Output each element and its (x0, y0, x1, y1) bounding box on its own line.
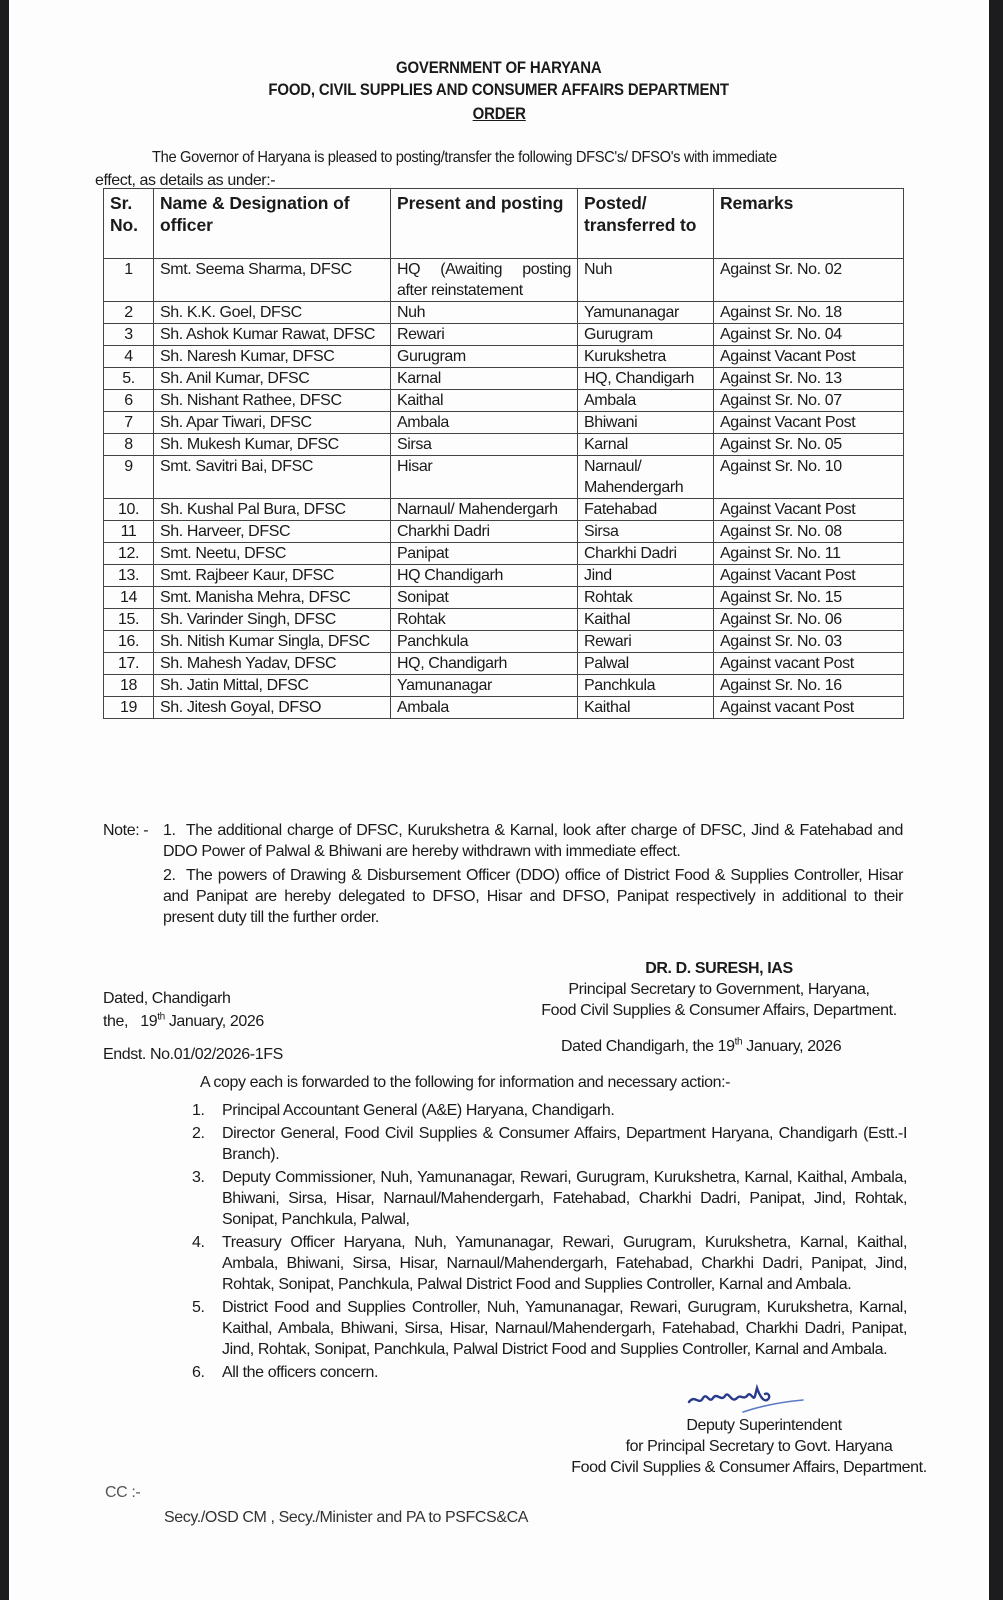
cell-sr-no: 15. (104, 609, 154, 631)
cell-posted-to: Kurukshetra (578, 346, 714, 368)
cell-sr-no: 7 (104, 412, 154, 434)
cell-sr-no: 18 (104, 675, 154, 697)
cell-officer-name: Sh. Varinder Singh, DFSC (154, 609, 391, 631)
table-row (104, 565, 904, 587)
table-row (104, 324, 904, 346)
cell-posted-to: Charkhi Dadri (578, 543, 714, 565)
cell-posted-to: Sirsa (578, 521, 714, 543)
header-department: FOOD, CIVIL SUPPLIES AND CONSUMER AFFAIRS DEPARTMENT (268, 80, 730, 99)
copy-item-3: 3. Deputy Commissioner, Nuh, Yamunanagar, Rewari, Gurugram, Kurukshetra, Karnal, Kaithal, Ambala, Bhiwani, Sirsa, Hisar, Narnaul/Mahendergarh, Fatehabad, Charkhi Dadri, Panipat, Jind, Rohtak, Sonipat, Panchkula, Palwal, (192, 1169, 907, 1228)
table-row (104, 302, 904, 324)
cell-sr-no: 16. (104, 631, 154, 653)
cell-posted-to: Ambala (578, 390, 714, 412)
cell-present-posting: Nuh (391, 302, 578, 324)
endorsement-number: Endst. No.01/02/2026-1FS (103, 1046, 283, 1063)
cell-present-posting: Ambala (391, 412, 578, 434)
signatory-title-1: Principal Secretary to Government, Haryana, (568, 981, 870, 998)
cell-posted-to: Palwal (578, 653, 714, 675)
cell-present-posting: Rohtak (391, 609, 578, 631)
cell-officer-name: Sh. Nitish Kumar Singla, DFSC (154, 631, 391, 653)
table-row (104, 456, 904, 499)
table-row (104, 434, 904, 456)
cell-remarks: Against Vacant Post (714, 565, 904, 587)
cell-remarks: Against Sr. No. 02 (714, 259, 904, 302)
cell-officer-name: Sh. Anil Kumar, DFSC (154, 368, 391, 390)
header-name-designation: Name & Designation of officer (154, 189, 391, 259)
cell-sr-no: 4 (104, 346, 154, 368)
copy-item-2: 2. Director General, Food Civil Supplies & Consumer Affairs, Department Haryana, Chandigarh (Estt.-I Branch). (192, 1125, 907, 1163)
table-row (104, 499, 904, 521)
cell-present-posting: Karnal (391, 368, 578, 390)
dated-date: the, 19th January, 2026 (103, 1011, 264, 1030)
dated-place: Dated, Chandigarh (103, 990, 231, 1007)
cell-remarks: Against Sr. No. 08 (714, 521, 904, 543)
table-row (104, 631, 904, 653)
cell-officer-name: Sh. Harveer, DFSC (154, 521, 391, 543)
deputy-title-2: for Principal Secretary to Govt. Haryana (625, 1438, 893, 1455)
cell-officer-name: Smt. Rajbeer Kaur, DFSC (154, 565, 391, 587)
copy-item-4: 4. Treasury Officer Haryana, Nuh, Yamunanagar, Rewari, Gurugram, Kurukshetra, Karnal, Kaithal, Ambala, Bhiwani, Sirsa, Hisar, Narnaul/Mahendergarh, Fatehabad, Charkhi Dadri, Panipat, Jind, Rohtak, Sonipat, Panchkula, Palwal District Food and Supplies Controller, Karnal and Ambala. (192, 1234, 907, 1293)
table-row (104, 259, 904, 302)
header-order: ORDER (472, 104, 526, 123)
cell-posted-to: Kaithal (578, 697, 714, 719)
cell-posted-to: Kaithal (578, 609, 714, 631)
cell-remarks: Against Sr. No. 10 (714, 456, 904, 499)
cell-posted-to: Narnaul/ Mahendergarh (578, 456, 714, 499)
table-row (104, 587, 904, 609)
cell-officer-name: Sh. Kushal Pal Bura, DFSC (154, 499, 391, 521)
cell-posted-to: Nuh (578, 259, 714, 302)
signatory-title-2: Food Civil Supplies & Consumer Affairs, Department. (541, 1002, 897, 1019)
cell-remarks: Against Sr. No. 03 (714, 631, 904, 653)
table-row (104, 543, 904, 565)
copy-intro: A copy each is forwarded to the following for information and necessary action:- (200, 1074, 731, 1091)
cell-present-posting: Rewari (391, 324, 578, 346)
cell-posted-to: HQ, Chandigarh (578, 368, 714, 390)
endorsement-date: Dated Chandigarh, the 19th January, 2026 (561, 1036, 842, 1055)
cell-remarks: Against Vacant Post (714, 412, 904, 434)
cell-officer-name: Sh. Jatin Mittal, DFSC (154, 675, 391, 697)
document-page (9, 0, 989, 1600)
cell-present-posting: Narnaul/ Mahendergarh (391, 499, 578, 521)
cell-posted-to: Rewari (578, 631, 714, 653)
cell-posted-to: Karnal (578, 434, 714, 456)
cell-sr-no: 1 (104, 259, 154, 302)
cell-remarks: Against Vacant Post (714, 346, 904, 368)
deputy-title-3: Food Civil Supplies & Consumer Affairs, Department. (571, 1459, 927, 1476)
cell-posted-to: Bhiwani (578, 412, 714, 434)
table-row (104, 390, 904, 412)
cell-remarks: Against Sr. No. 06 (714, 609, 904, 631)
cell-posted-to: Gurugram (578, 324, 714, 346)
header-posted-to: Posted/ transferred to (578, 189, 714, 259)
cell-posted-to: Panchkula (578, 675, 714, 697)
deputy-title-1: Deputy Superintendent (686, 1417, 842, 1434)
cell-sr-no: 17. (104, 653, 154, 675)
note-item-1: 1. The additional charge of DFSC, Kurukshetra & Karnal, look after charge of DFSC, Jind & Fatehabad and DDO Power of Palwal & Bhiwani are hereby withdrawn with immediate effect. (163, 822, 903, 860)
cell-remarks: Against Sr. No. 05 (714, 434, 904, 456)
cell-present-posting: Kaithal (391, 390, 578, 412)
cell-sr-no: 2 (104, 302, 154, 324)
cell-sr-no: 14 (104, 587, 154, 609)
cell-present-posting: Sirsa (391, 434, 578, 456)
cell-remarks: Against Sr. No. 18 (714, 302, 904, 324)
cell-remarks: Against Sr. No. 15 (714, 587, 904, 609)
cell-officer-name: Sh. Naresh Kumar, DFSC (154, 346, 391, 368)
cell-present-posting: HQ Chandigarh (391, 565, 578, 587)
cell-remarks: Against Vacant Post (714, 499, 904, 521)
cell-present-posting: HQ, Chandigarh (391, 653, 578, 675)
cell-remarks: Against Sr. No. 16 (714, 675, 904, 697)
cell-sr-no: 11 (104, 521, 154, 543)
deputy-block (549, 1415, 949, 1478)
cell-remarks: Against vacant Post (714, 653, 904, 675)
cell-officer-name: Sh. Apar Tiwari, DFSC (154, 412, 391, 434)
cell-posted-to: Yamunanagar (578, 302, 714, 324)
transfer-table (103, 188, 904, 719)
cell-remarks: Against Sr. No. 07 (714, 390, 904, 412)
cell-officer-name: Sh. Mukesh Kumar, DFSC (154, 434, 391, 456)
cell-present-posting: Yamunanagar (391, 675, 578, 697)
cell-remarks: Against vacant Post (714, 697, 904, 719)
table-row (104, 368, 904, 390)
cell-officer-name: Sh. K.K. Goel, DFSC (154, 302, 391, 324)
cell-present-posting: Panchkula (391, 631, 578, 653)
cell-officer-name: Smt. Manisha Mehra, DFSC (154, 587, 391, 609)
cell-present-posting: Gurugram (391, 346, 578, 368)
cell-officer-name: Smt. Savitri Bai, DFSC (154, 456, 391, 499)
copy-list (192, 1100, 907, 1385)
table-row (104, 346, 904, 368)
cell-sr-no: 19 (104, 697, 154, 719)
copy-item-6: 6. All the officers concern. (192, 1364, 379, 1381)
cell-sr-no: 12. (104, 543, 154, 565)
cell-officer-name: Sh. Ashok Kumar Rawat, DFSC (154, 324, 391, 346)
header-sr-no: Sr. No. (104, 189, 154, 259)
cell-present-posting: Sonipat (391, 587, 578, 609)
cell-present-posting: Ambala (391, 697, 578, 719)
cell-posted-to: Fatehabad (578, 499, 714, 521)
note-item-2: 2. The powers of Drawing & Disbursement Officer (DDO) office of District Food & Supplies Controller, Hisar and Panipat are hereby delegated to DFSO, Hisar and DFSO, Panipat respectively in additional to their present duty till the further order. (163, 867, 903, 926)
table-body (104, 259, 904, 719)
cell-sr-no: 3 (104, 324, 154, 346)
cc-text: Secy./OSD CM , Secy./Minister and PA to PSFCS&CA (164, 1509, 529, 1526)
signature-icon (681, 1380, 811, 1420)
cell-remarks: Against Sr. No. 11 (714, 543, 904, 565)
cell-sr-no: 6 (104, 390, 154, 412)
cell-sr-no: 9 (104, 456, 154, 499)
cell-present-posting: Charkhi Dadri (391, 521, 578, 543)
header-government: GOVERNMENT OF HARYANA (396, 58, 602, 77)
header-present-posting: Present and posting (391, 189, 578, 259)
cell-officer-name: Smt. Seema Sharma, DFSC (154, 259, 391, 302)
signatory-name: DR. D. SURESH, IAS (645, 960, 793, 977)
copy-item-5: 5. District Food and Supplies Controller, Nuh, Yamunanagar, Rewari, Gurugram, Kurukshetra, Karnal, Kaithal, Ambala, Bhiwani, Sirsa, Hisar, Narnaul/Mahendergarh, Fatehabad, Charkhi Dadri, Panipat, Jind, Rohtak, Sonipat, Panchkula, Palwal District Food and Supplies Controller, Karnal and Ambala. (192, 1299, 907, 1358)
cell-officer-name: Sh. Nishant Rathee, DFSC (154, 390, 391, 412)
note-label: Note: - (103, 822, 149, 839)
cc-label: CC :- (105, 1484, 141, 1501)
table-row (104, 697, 904, 719)
cell-present-posting: Hisar (391, 456, 578, 499)
cell-sr-no: 8 (104, 434, 154, 456)
cell-officer-name: Sh. Jitesh Goyal, DFSO (154, 697, 391, 719)
copy-item-1: 1. Principal Accountant General (A&E) Haryana, Chandigarh. (192, 1102, 615, 1119)
signatory-block (529, 958, 909, 1021)
table-header-row (104, 189, 904, 259)
intro-line-2: effect, as details as under:- (95, 172, 276, 189)
cell-posted-to: Jind (578, 565, 714, 587)
cell-sr-no: 10. (104, 499, 154, 521)
table-row (104, 675, 904, 697)
table-row (104, 653, 904, 675)
cell-sr-no: 13. (104, 565, 154, 587)
cell-officer-name: Sh. Mahesh Yadav, DFSC (154, 653, 391, 675)
cell-present-posting: Panipat (391, 543, 578, 565)
cell-sr-no: 5. (104, 368, 154, 390)
cell-present-posting: HQ (Awaiting posting after reinstatement (391, 259, 578, 302)
table-row (104, 521, 904, 543)
cell-officer-name: Smt. Neetu, DFSC (154, 543, 391, 565)
cell-remarks: Against Sr. No. 13 (714, 368, 904, 390)
intro-line-1: The Governor of Haryana is pleased to posting/transfer the following DFSC's/ DFSO's with immediate (152, 149, 777, 166)
header-remarks: Remarks (714, 189, 904, 259)
cell-posted-to: Rohtak (578, 587, 714, 609)
cell-remarks: Against Sr. No. 04 (714, 324, 904, 346)
table-row (104, 412, 904, 434)
table-row (104, 609, 904, 631)
